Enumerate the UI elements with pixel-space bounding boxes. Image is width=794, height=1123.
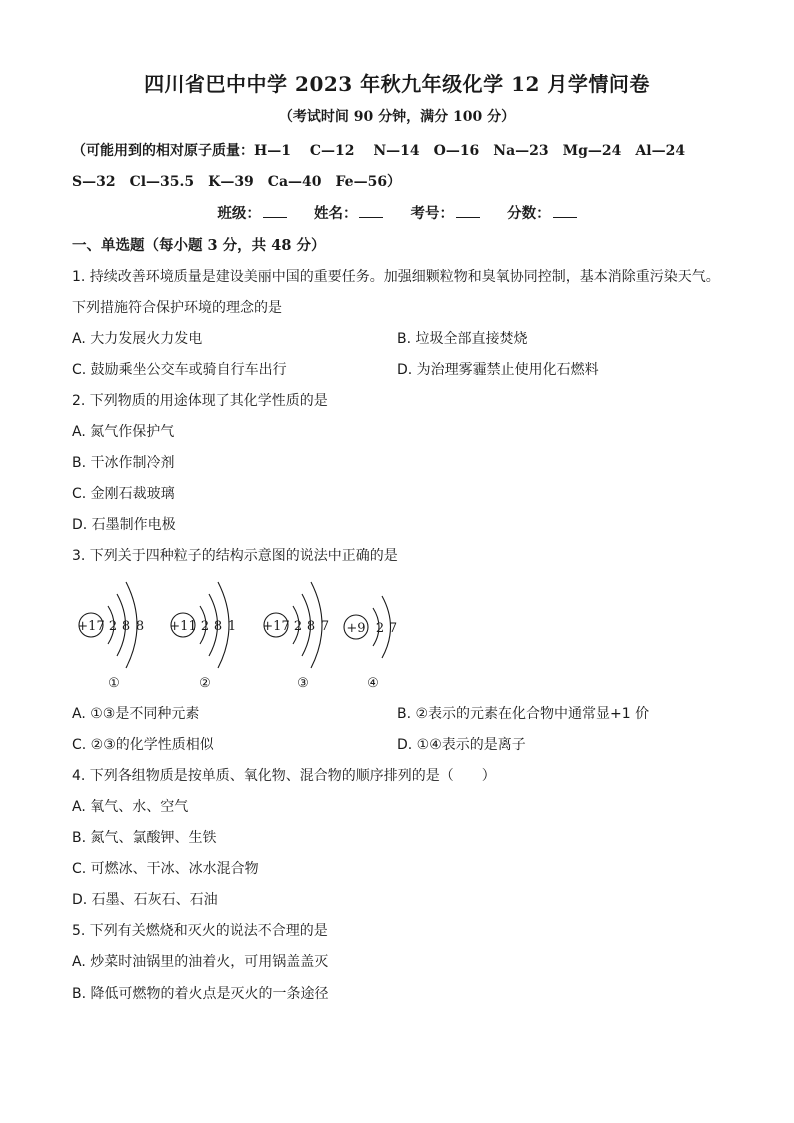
q3-option-c: C. ②③的化学性质相似 [72, 737, 214, 753]
score-blank[interactable] [553, 203, 577, 218]
score-label: 分数： [507, 205, 551, 222]
q3-option-b: B. ②表示的元素在化合物中通常显+1 价 [397, 706, 650, 722]
particle-1-shell-1-electrons: 2 [108, 619, 118, 634]
class-label: 班级： [217, 205, 261, 222]
q2-stem: 2. 下列物质的用途体现了其化学性质的是 [72, 393, 328, 409]
q5-option-b: B. 降低可燃物的着火点是灭火的一条途径 [72, 986, 329, 1002]
particle-3-shell-1-electrons: 2 [293, 619, 303, 634]
particle-4-label: ④ [367, 676, 379, 691]
particle-2-nucleus: +11 [169, 619, 197, 634]
exam-subtitle: （考试时间 90 分钟，满分 100 分） [278, 109, 516, 125]
q2-option-c: C. 金刚石裁玻璃 [72, 486, 175, 502]
particle-3-shell-2-electrons: 8 [306, 619, 316, 634]
particle-1-shell-2-electrons: 8 [121, 619, 131, 634]
q5-stem: 5. 下列有关燃烧和灭火的说法不合理的是 [72, 923, 328, 939]
q2-option-d: D. 石墨制作电极 [72, 517, 176, 533]
atomic-masses-line-2: S—32 Cl—35.5 K—39 Ca—40 Fe—56） [72, 174, 402, 190]
q3-option-a: A. ①③是不同种元素 [72, 706, 200, 722]
particle-3-shell-3-electrons: 7 [320, 619, 330, 634]
section-heading: 一、单选题（每小题 3 分，共 48 分） [72, 237, 326, 254]
student-info-line [0, 202, 794, 223]
q4-stem: 4. 下列各组物质是按单质、氧化物、混合物的顺序排列的是（ ） [72, 768, 496, 784]
particle-2-shell-1-electrons: 2 [200, 619, 210, 634]
q2-option-a: A. 氮气作保护气 [72, 424, 175, 440]
exam-no-label: 考号： [410, 205, 455, 222]
particle-3-label: ③ [297, 676, 309, 691]
particle-4-shell-1-electrons: 2 [375, 621, 385, 636]
particle-1-shell-3-electrons: 8 [135, 619, 145, 634]
particle-2-shell-2-electrons: 8 [213, 619, 223, 634]
q3-stem: 3. 下列关于四种粒子的结构示意图的说法中正确的是 [72, 548, 398, 564]
q1-option-d: D. 为治理雾霾禁止使用化石燃料 [397, 362, 599, 378]
particle-3-nucleus: +17 [262, 619, 290, 634]
name-label: 姓名： [313, 205, 358, 222]
particle-1-nucleus: +17 [77, 619, 105, 634]
q5-option-a: A. 炒菜时油锅里的油着火，可用锅盖盖灭 [72, 954, 329, 970]
q1-option-a: A. 大力发展火力发电 [72, 331, 203, 347]
page-title: 四川省巴中中学 2023 年秋九年级化学 12 月学情问卷 [144, 72, 650, 96]
atomic-masses-line-1: （可能用到的相对原子质量：H—1 C—12 N—14 O—16 Na—23 Mg—24 Al—24 [72, 143, 686, 159]
particle-structure-diagrams [70, 574, 410, 694]
q4-option-a: A. 氧气、水、空气 [72, 799, 189, 815]
q1-stem-line-1: 1. 持续改善环境质量是建设美丽中国的重要任务。加强细颗粒物和臭氧协同控制，基本消除重污染天气。 [72, 269, 720, 285]
q4-option-c: C. 可燃冰、干冰、冰水混合物 [72, 861, 259, 877]
q4-option-b: B. 氮气、氯酸钾、生铁 [72, 830, 217, 846]
particle-2-label: ② [199, 676, 211, 691]
particle-4-shell-2-electrons: 7 [388, 621, 398, 636]
q1-option-c: C. 鼓励乘坐公交车或骑自行车出行 [72, 362, 287, 378]
exam-no-blank[interactable] [456, 203, 480, 218]
q4-option-d: D. 石墨、石灰石、石油 [72, 892, 218, 908]
class-blank[interactable] [263, 203, 287, 218]
q1-option-b: B. 垃圾全部直接焚烧 [397, 331, 528, 347]
q2-option-b: B. 干冰作制冷剂 [72, 455, 175, 471]
q3-option-d: D. ①④表示的是离子 [397, 737, 526, 753]
particle-1-label: ① [108, 676, 120, 691]
particle-4-nucleus: +9 [346, 621, 366, 636]
name-blank[interactable] [359, 203, 383, 218]
q1-stem-line-2: 下列措施符合保护环境的理念的是 [72, 300, 282, 316]
particle-2-shell-3-electrons: 1 [227, 619, 237, 634]
